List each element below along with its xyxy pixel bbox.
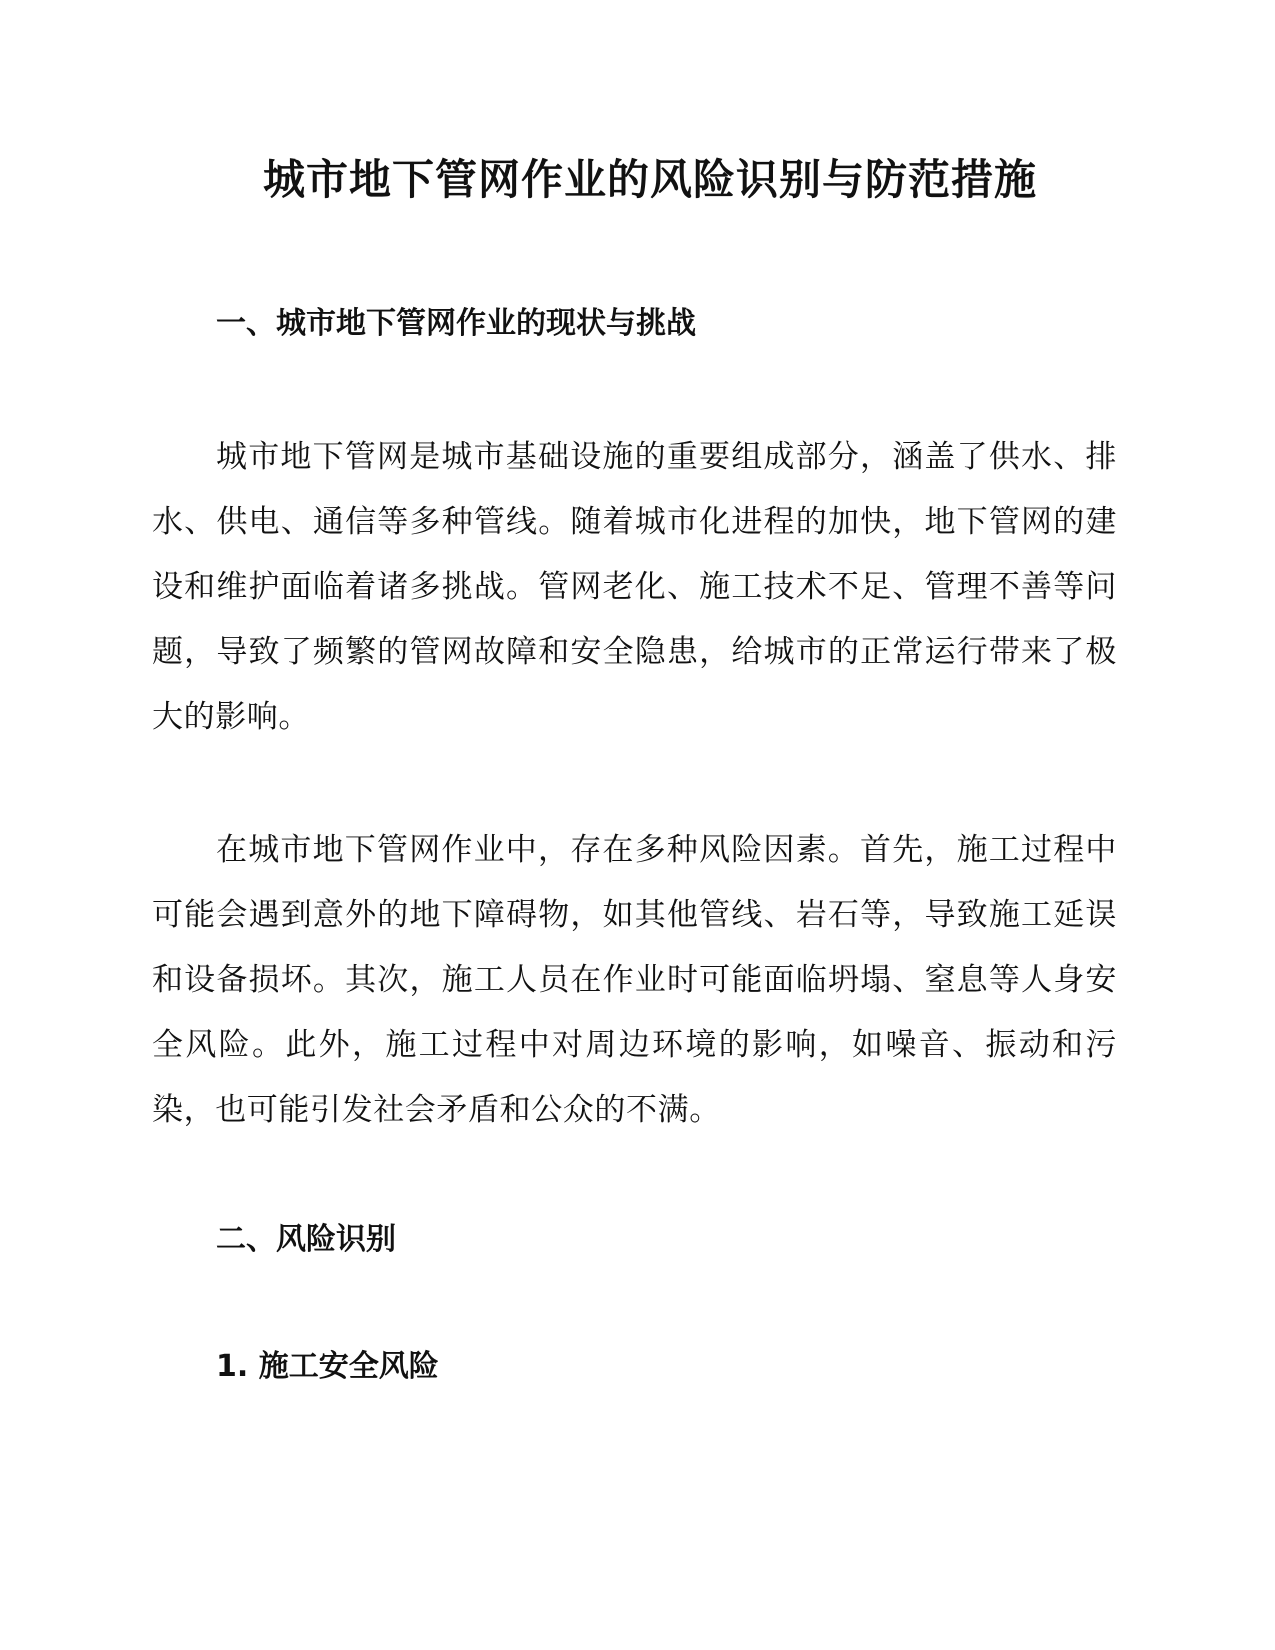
section-heading-1: 一、城市地下管网作业的现状与挑战 (216, 306, 696, 341)
section-heading-2: 二、风险识别 (216, 1222, 396, 1257)
paragraph-2: 在城市地下管网作业中，存在多种风险因素。首先，施工过程中可能会遇到意外的地下障碍物，如其他管线、岩石等，导致施工延误和设备损坏。其次，施工人员在作业时可能面临坍塌、窒息等人身安全风险。此外，施工过程中对周边环境的影响，如噪音、振动和污染，也可能引发社会矛盾和公众的不满。 (152, 832, 1117, 1128)
paragraph-1: 城市地下管网是城市基础设施的重要组成部分，涵盖了供水、排水、供电、通信等多种管线。随着城市化进程的加快，地下管网的建设和维护面临着诸多挑战。管网老化、施工技术不足、管理不善等问题，导致了频繁的管网故障和安全隐患，给城市的正常运行带来了极大的影响。 (152, 439, 1117, 735)
document-title: 城市地下管网作业的风险识别与防范措施 (262, 155, 1037, 204)
subsection-heading-1: 1. 施工安全风险 (216, 1349, 439, 1384)
